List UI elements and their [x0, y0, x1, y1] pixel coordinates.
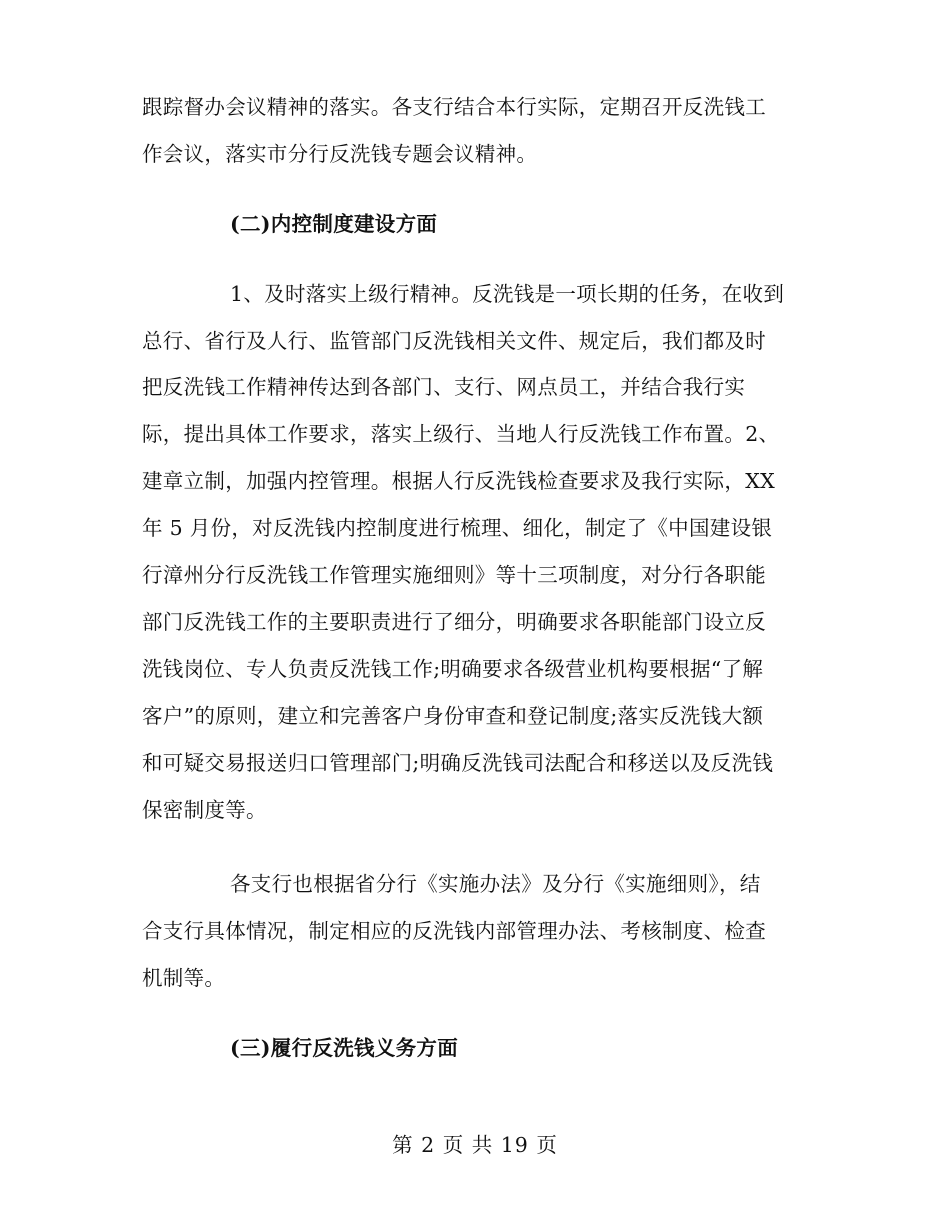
paragraph-line: 客户”的原则，建立和完善客户身份审查和登记制度;落实反洗钱大额 [142, 704, 764, 728]
paragraph-line: 合支行具体情况，制定相应的反洗钱内部管理办法、考核制度、检查 [142, 919, 766, 943]
paragraph-line: 部门反洗钱工作的主要职责进行了细分，明确要求各职能部门设立反 [142, 610, 766, 634]
paragraph-line: 机制等。 [142, 966, 226, 990]
paragraph-line: 洗钱岗位、专人负责反洗钱工作;明确要求各级营业机构要根据“了解 [142, 657, 764, 681]
paragraph-line: 保密制度等。 [142, 798, 267, 822]
section-heading: (三)履行反洗钱义务方面 [230, 1036, 458, 1060]
paragraph-line: 跟踪督办会议精神的落实。各支行结合本行实际，定期召开反洗钱工 [142, 95, 766, 119]
paragraph-line: 行漳州分行反洗钱工作管理实施细则》等十三项制度，对分行各职能 [142, 563, 766, 587]
paragraph-line: 建章立制，加强内控管理。根据人行反洗钱检查要求及我行实际，XX [142, 469, 775, 493]
paragraph-line: 际，提出具体工作要求，落实上级行、当地人行反洗钱工作布置。2、 [142, 422, 780, 446]
paragraph-line: 年 5 月份，对反洗钱内控制度进行梳理、细化，制定了《中国建设银 [142, 516, 773, 540]
paragraph-line: 1、及时落实上级行精神。反洗钱是一项长期的任务，在收到 [230, 282, 785, 306]
paragraph-line: 各支行也根据省分行《实施办法》及分行《实施细则》，结 [230, 872, 761, 896]
paragraph-line: 总行、省行及人行、监管部门反洗钱相关文件、规定后，我们都及时 [142, 329, 766, 353]
paragraph-line: 把反洗钱工作精神传达到各部门、支行、网点员工，并结合我行实 [142, 375, 746, 399]
section-heading: (二)内控制度建设方面 [230, 212, 438, 236]
paragraph-line: 作会议，落实市分行反洗钱专题会议精神。 [142, 142, 538, 166]
paragraph-line: 和可疑交易报送归口管理部门;明确反洗钱司法配合和移送以及反洗钱 [142, 751, 774, 775]
page-footer: 第 2 页 共 19 页 [392, 1133, 558, 1157]
